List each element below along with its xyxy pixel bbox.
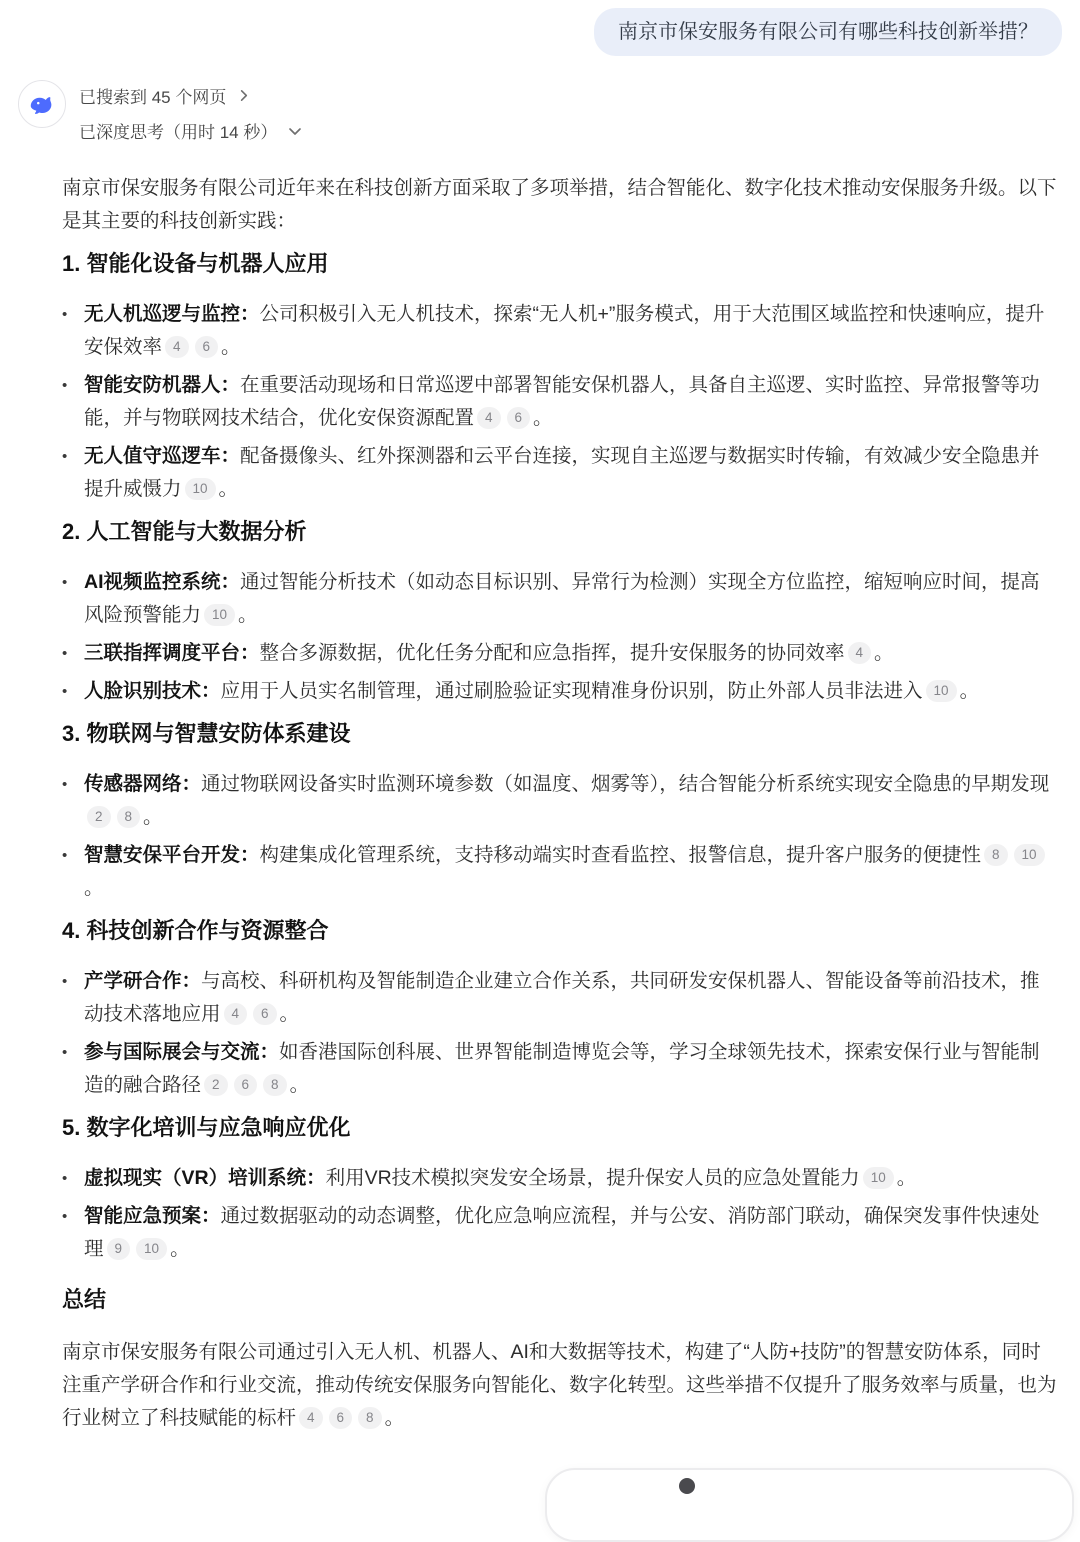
citation-badge[interactable]: 4	[477, 407, 501, 429]
sentence-end: 。	[384, 1407, 405, 1429]
list-item	[62, 566, 1058, 632]
sentence-end: 。	[143, 806, 163, 828]
list-item	[62, 965, 1058, 1031]
bullet-body	[84, 839, 1058, 905]
section-list	[62, 298, 1058, 506]
bullet-marker-icon: •	[62, 776, 68, 793]
citation-badge[interactable]: 10	[926, 680, 957, 702]
assistant-meta-row	[18, 80, 1080, 152]
bullet-body	[84, 298, 1058, 364]
section-list	[62, 1162, 1058, 1266]
list-item	[62, 1200, 1058, 1266]
citation-badge[interactable]: 8	[117, 806, 141, 828]
sentence-end: 。	[289, 1074, 310, 1096]
citation-group	[84, 806, 163, 828]
bullet-marker-icon: •	[62, 1044, 68, 1061]
list-item	[62, 675, 1058, 708]
bullet-text: 与高校、科研机构及智能制造企业建立合作关系，共同研发安保机器人、智能设备等前沿技术，推动技术落地应用	[84, 970, 1040, 1025]
list-item	[62, 768, 1058, 834]
assistant-avatar	[18, 80, 66, 128]
bullet-text: 配备摄像头、红外探测器和云平台连接，实现自主巡逻与数据实时传输，有效减少安全隐患并提升威慑力	[84, 445, 1040, 500]
citation-group	[474, 407, 553, 429]
summary-heading: 总结	[62, 1287, 107, 1312]
citation-badge[interactable]: 2	[87, 806, 111, 828]
sentence-end: 。	[218, 478, 239, 500]
bullet-text: 整合多源数据，优化任务分配和应急指挥，提升安保服务的协同效率	[259, 642, 845, 664]
bullet-text: 利用VR技术模拟突发安全场景，提升保安人员的应急处置能力	[325, 1167, 860, 1189]
bullet-text: 通过数据驱动的动态调整，优化应急响应流程，并与公安、消防部门联动，确保突发事件快速处理	[84, 1205, 1040, 1260]
citation-badge[interactable]: 6	[253, 1003, 277, 1025]
list-item	[62, 1036, 1058, 1102]
section-heading: 5. 数字化培训与应急响应优化	[62, 1115, 351, 1140]
bullet-body	[84, 566, 1058, 632]
citation-badge[interactable]: 8	[358, 1407, 382, 1429]
citation-group	[162, 336, 241, 358]
summary-paragraph	[62, 1336, 1058, 1435]
sentence-end: 。	[221, 336, 241, 358]
user-message-bubble: 南京市保安服务有限公司有哪些科技创新举措？	[594, 8, 1062, 56]
bullet-text: 通过物联网设备实时监测环境参数（如温度、烟雾等），结合智能分析系统实现安全隐患的早期发现	[201, 773, 1050, 795]
bullet-marker-icon: •	[62, 1208, 68, 1225]
citation-badge[interactable]: 10	[863, 1167, 894, 1189]
bullet-body	[84, 965, 1058, 1031]
list-item	[62, 839, 1058, 905]
bullet-term: 无人值守巡逻车：	[84, 445, 241, 467]
chevron-down-icon	[287, 123, 303, 139]
citation-group	[104, 1238, 190, 1260]
bullet-term: 产学研合作：	[84, 970, 202, 992]
citation-badge[interactable]: 4	[299, 1407, 323, 1429]
answer-section	[62, 1114, 1058, 1266]
sentence-end: 。	[874, 642, 894, 664]
bullet-marker-icon: •	[62, 448, 68, 465]
section-heading: 4. 科技创新合作与资源整合	[62, 918, 329, 943]
bullet-body	[84, 637, 1058, 670]
list-item	[62, 369, 1058, 435]
bullet-body	[84, 1036, 1058, 1102]
bullet-term: 虚拟现实（VR）培训系统：	[84, 1167, 326, 1189]
search-results-toggle[interactable]	[79, 82, 303, 109]
citation-group	[221, 1003, 300, 1025]
bullet-body	[84, 440, 1058, 506]
section-heading: 3. 物联网与智慧安防体系建设	[62, 721, 351, 746]
sentence-end: 。	[533, 407, 553, 429]
bullet-text: 应用于人员实名制管理，通过刷脸验证实现精准身份识别，防止外部人员非法进入	[220, 680, 923, 702]
deepseek-whale-icon	[27, 89, 57, 119]
bullet-term: 智慧安保平台开发：	[84, 844, 260, 866]
citation-badge[interactable]: 6	[234, 1074, 258, 1096]
bullet-text: 构建集成化管理系统，支持移动端实时查看监控、报警信息，提升客户服务的便捷性	[259, 844, 982, 866]
bullet-term: 参与国际展会与交流：	[84, 1041, 280, 1063]
list-item	[62, 440, 1058, 506]
citation-badge[interactable]: 8	[263, 1074, 287, 1096]
citation-group	[182, 478, 239, 500]
section-list	[62, 768, 1058, 905]
citation-badge[interactable]: 9	[107, 1238, 131, 1260]
citation-badge[interactable]: 4	[224, 1003, 248, 1025]
bullet-marker-icon: •	[62, 683, 68, 700]
list-item	[62, 637, 1058, 670]
bullet-term: 智能应急预案：	[84, 1205, 221, 1227]
citation-badge[interactable]: 10	[1014, 844, 1045, 866]
bullet-text: 在重要活动现场和日常巡逻中部署智能安保机器人，具备自主巡逻、实时监控、异常报警等功能，并与物联网技术结合，优化安保资源配置	[84, 374, 1040, 429]
intro-paragraph: 南京市保安服务有限公司近年来在科技创新方面采取了多项举措，结合智能化、数字化技术推动安保服务升级。以下是其主要的科技创新实践：	[62, 177, 1057, 232]
citation-badge[interactable]: 2	[204, 1074, 228, 1096]
sentence-end: 。	[170, 1238, 190, 1260]
chevron-right-icon	[236, 88, 251, 103]
bullet-marker-icon: •	[62, 1170, 68, 1187]
citation-badge[interactable]: 4	[165, 336, 189, 358]
bullet-body	[84, 1200, 1058, 1266]
bullet-body	[84, 768, 1058, 834]
bullet-term: 三联指挥调度平台：	[84, 642, 260, 664]
assistant-meta-col	[79, 80, 303, 152]
bullet-text: 通过智能分析技术（如动态目标识别、异常行为检测）实现全方位监控，缩短响应时间，提高风险预警能力	[84, 571, 1040, 626]
list-item	[62, 298, 1058, 364]
citation-badge[interactable]: 10	[136, 1238, 167, 1260]
bullet-marker-icon: •	[62, 645, 68, 662]
citation-badge[interactable]: 10	[204, 604, 235, 626]
citation-badge[interactable]: 10	[185, 478, 216, 500]
sentence-end: 。	[896, 1167, 917, 1189]
answer-section	[62, 518, 1058, 708]
sentence-end: 。	[238, 604, 258, 626]
logo-dot-icon	[679, 1478, 695, 1494]
bullet-body	[84, 1162, 1058, 1195]
bullet-marker-icon: •	[62, 574, 68, 591]
assistant-answer	[62, 172, 1058, 1435]
input-bar-partial[interactable]	[545, 1468, 1074, 1542]
answer-section	[62, 250, 1058, 506]
section-list	[62, 566, 1058, 708]
sentence-end: 。	[279, 1003, 300, 1025]
summary-citations	[296, 1407, 404, 1429]
bullet-term: AI视频监控系统：	[84, 571, 241, 593]
bullet-marker-icon: •	[62, 847, 68, 864]
section-list	[62, 965, 1058, 1102]
list-item	[62, 1162, 1058, 1195]
bullet-body	[84, 675, 1058, 708]
sentence-end: 。	[959, 680, 980, 702]
citation-group	[845, 642, 894, 664]
citation-badge[interactable]: 6	[329, 1407, 353, 1429]
citation-badge[interactable]: 8	[984, 844, 1008, 866]
summary-text: 南京市保安服务有限公司通过引入无人机、机器人、AI和大数据等技术，构建了“人防+技防”的智慧安防体系，同时注重产学研合作和行业交流，推动传统安保服务向智能化、数字化转型。这些举措不仅提升了服务效率与质量，也为行业树立了科技赋能的标杆	[62, 1341, 1057, 1429]
citation-group	[201, 604, 258, 626]
section-heading: 1. 智能化设备与机器人应用	[62, 251, 329, 276]
bullet-marker-icon: •	[62, 973, 68, 990]
bullet-term: 人脸识别技术：	[84, 680, 221, 702]
bullet-marker-icon: •	[62, 377, 68, 394]
bullet-term: 智能安防机器人：	[84, 374, 241, 396]
sentence-end: 。	[84, 877, 104, 899]
citation-badge[interactable]: 4	[848, 642, 872, 664]
bullet-term: 无人机巡逻与监控：	[84, 303, 260, 325]
citation-group	[860, 1167, 917, 1189]
deep-think-toggle[interactable]	[79, 117, 303, 144]
thinking-status-label: 已深度思考（用时 14 秒）	[79, 123, 278, 142]
citation-badge[interactable]: 6	[195, 336, 219, 358]
bullet-term: 传感器网络：	[84, 773, 202, 795]
search-status-label: 已搜索到 45 个网页	[79, 88, 227, 107]
user-message-row	[0, 0, 1080, 56]
citation-group	[923, 680, 980, 702]
bullet-marker-icon: •	[62, 306, 68, 323]
bullet-text: 如香港国际创科展、世界智能制造博览会等，学习全球领先技术，探索安保行业与智能制造的融合路径	[84, 1041, 1040, 1096]
citation-group	[201, 1074, 309, 1096]
citation-badge[interactable]: 6	[507, 407, 531, 429]
answer-section	[62, 917, 1058, 1102]
section-heading: 2. 人工智能与大数据分析	[62, 519, 307, 544]
sections	[62, 250, 1058, 1266]
bullet-text: 公司积极引入无人机技术，探索“无人机+”服务模式，用于大范围区域监控和快速响应，提升安保效率	[84, 303, 1045, 358]
answer-section	[62, 720, 1058, 905]
bullet-body	[84, 369, 1058, 435]
